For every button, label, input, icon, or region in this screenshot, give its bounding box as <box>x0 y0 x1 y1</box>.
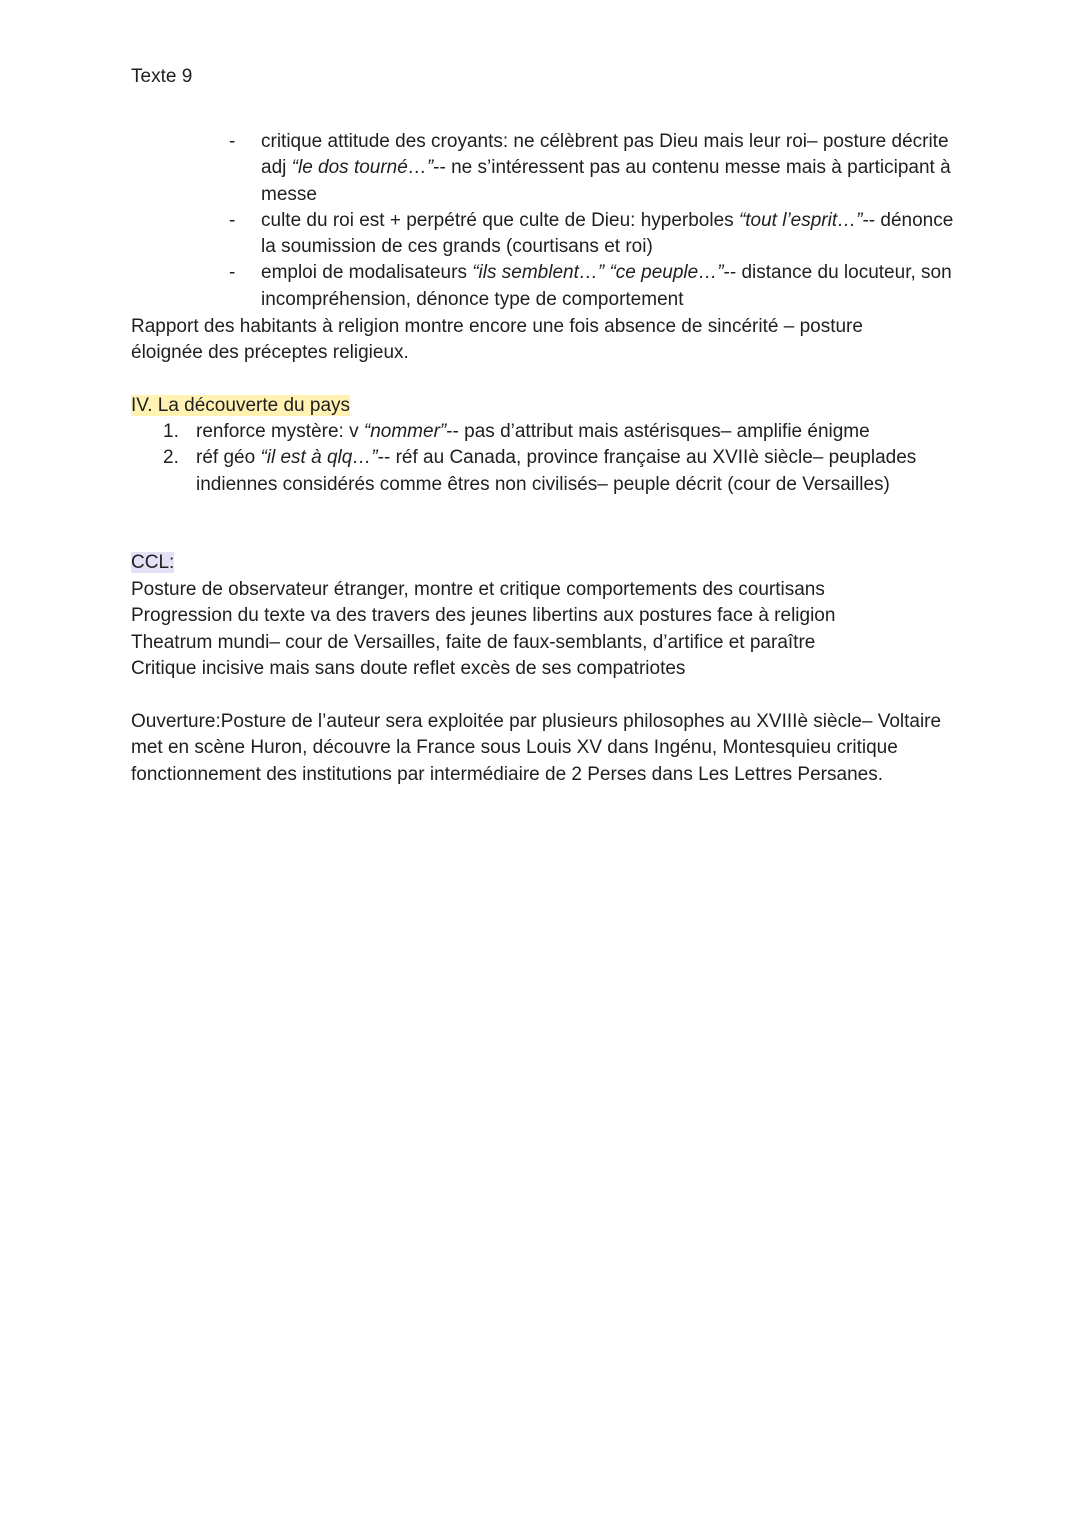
list-item <box>131 260 961 313</box>
conclusion-lines <box>131 577 835 682</box>
conclusion-heading <box>131 550 174 576</box>
numbered-list <box>131 419 961 498</box>
list-item-text: emploi de modalisateurs <box>261 262 473 284</box>
quote: “nommer” <box>363 421 447 442</box>
list-item-text: renforce mystère: v <box>196 421 364 442</box>
list-item-text: -- distance du locuteur, son incompréhension, dénonce type de comportement <box>261 262 952 310</box>
conclusion-line: Critique incisive mais sans doute reflet excès de ses compatriotes <box>131 657 686 679</box>
rapport-paragraph: Rapport des habitants à religion montre encore une fois absence de sincérité – posture éloignée des préceptes religieux. <box>131 316 863 364</box>
conclusion-line: Posture de observateur étranger, montre et critique comportements des courtisans <box>131 579 825 600</box>
dash-marker: - <box>229 262 236 284</box>
quote: “tout l’esprit…” <box>738 209 863 231</box>
quote: “il est à qlq…” <box>260 447 378 469</box>
list-number: 1. <box>163 421 179 442</box>
section-heading <box>131 393 350 419</box>
conclusion-line: Theatrum mundi– cour de Versailles, faite de faux-semblants, d’artifice et paraître <box>131 631 816 653</box>
list-item-text: réf géo <box>196 447 261 469</box>
list-item-text: critique attitude des croyants: ne célèbrent pas Dieu mais leur roi– posture décrite adj <box>261 131 949 179</box>
conclusion-line: Progression du texte va des travers des jeunes libertins aux postures face à religion <box>131 605 836 627</box>
list-item <box>131 129 961 208</box>
list-number: 2. <box>163 447 179 469</box>
list-item-text: -- ne s’intéressent pas au contenu messe mais à participant à messe <box>261 157 951 205</box>
dash-list <box>131 129 961 313</box>
list-item-text: culte du roi est + perpétré que culte de Dieu: hyperboles <box>261 209 739 231</box>
dash-marker: - <box>229 209 236 231</box>
list-item <box>131 419 961 445</box>
list-item-text: -- réf au Canada, province française au XVIIè siècle– peuplades indiennes considérés comme êtres non civilisés– peuple décrit (cour de Versailles) <box>196 447 917 495</box>
quote: “le dos tourné…” <box>291 157 434 179</box>
list-item-text: -- dénonce la soumission de ces grands (courtisans et roi) <box>261 209 954 258</box>
highlighted-heading: IV. La découverte du pays <box>131 395 351 416</box>
highlighted-heading: CCL: <box>131 552 175 573</box>
list-item <box>131 208 961 261</box>
quote: “ils semblent…” “ce peuple…” <box>472 262 724 284</box>
list-item <box>131 445 961 498</box>
ouverture-paragraph: Ouverture:Posture de l’auteur sera exploitée par plusieurs philosophes au XVIIIè siècle– Voltaire met en scène Huron, découvre la France sous Louis XV dans Ingénu, Montesquieu critique fonctionnement des institutions par intermédiaire de 2 Perses dans Les Lettres Persanes. <box>131 711 942 785</box>
list-item-text: -- pas d’attribut mais astérisques– amplifie énigme <box>446 421 870 442</box>
dash-marker: - <box>229 131 236 152</box>
document-title: Texte 9 <box>131 66 193 87</box>
